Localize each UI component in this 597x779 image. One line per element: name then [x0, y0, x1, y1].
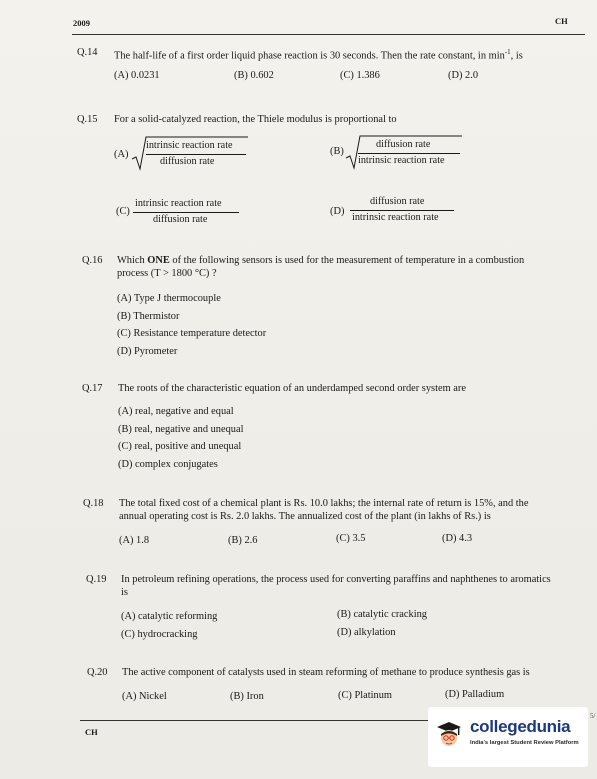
option-a[interactable]: (A) 0.0231	[114, 70, 160, 81]
question-text: In petroleum refining operations, the process used for converting paraffins and naphthenes to aromatics	[121, 574, 551, 585]
option-a[interactable]: (A) Nickel	[122, 691, 167, 702]
question-text: The half-life of a first order liquid phase reaction is 30 seconds. Then the rate constant, in $\min^{-1}$, is	[114, 48, 523, 62]
question-number: Q.19	[86, 574, 107, 585]
option-b[interactable]: (B) real, negative and unequal	[118, 424, 244, 435]
brand-tagline: India's largest Student Review Platform	[470, 740, 579, 746]
brand-name: collegedunia	[470, 717, 571, 736]
option-c[interactable]: (C) hydrocracking	[121, 629, 198, 640]
question-number: Q.17	[82, 383, 103, 394]
option-label: (D)	[330, 206, 345, 217]
header-rule	[72, 34, 585, 35]
page-edge-number: 5/	[590, 712, 596, 720]
question-number: Q.14	[77, 47, 98, 58]
option-c[interactable]: (C) Resistance temperature detector	[117, 328, 267, 339]
option-d[interactable]: (D) alkylation	[337, 627, 396, 638]
option-c[interactable]: (C) real, positive and unequal	[118, 441, 242, 452]
option-d[interactable]: (D) Palladium	[445, 689, 505, 700]
option-d[interactable]: (D) Pyrometer	[117, 346, 178, 357]
option-d[interactable]: (D) complex conjugates	[118, 459, 218, 470]
question-text-line-2: process (T > 1800 °C) ?	[117, 268, 217, 279]
option-b[interactable]: (B) 2.6	[228, 535, 258, 546]
option-c[interactable]: (C) Platinum	[338, 690, 392, 701]
denominator: diffusion rate	[153, 214, 208, 225]
numerator: intrinsic reaction rate	[135, 198, 222, 209]
option-c[interactable]: (C) 3.5	[336, 533, 366, 544]
header-paper-code: CH	[555, 16, 568, 26]
option-c[interactable]: (C) 1.386	[340, 70, 380, 81]
question-text-line-2: annual operating cost is Rs. 2.0 lakhs. The annualized cost of the plant (in lakhs of Rs.) is	[119, 511, 491, 522]
option-a[interactable]: (A) 1.8	[119, 535, 150, 546]
option-a[interactable]: (A) real, negative and equal	[118, 406, 234, 417]
option-a[interactable]: (A) catalytic reforming	[121, 611, 218, 622]
question-text: The roots of the characteristic equation of an underdamped second order system are	[118, 383, 466, 394]
fraction-bar	[350, 210, 454, 211]
denominator: diffusion rate	[160, 156, 215, 167]
numerator: intrinsic reaction rate	[146, 140, 233, 151]
question-number: Q.20	[87, 667, 108, 678]
question-text: Which ONE of the following sensors is used for the measurement of temperature in a combustion	[117, 255, 525, 266]
graduate-face-icon	[434, 719, 464, 749]
fraction	[358, 139, 460, 171]
question-text: For a solid-catalyzed reaction, the Thiele modulus is proportional to	[114, 114, 397, 125]
question-text: The total fixed cost of a chemical plant is Rs. 10.0 lakhs; the internal rate of return is 15%, and the	[119, 498, 529, 509]
option-b[interactable]: (B) Thermistor	[117, 311, 180, 322]
collegedunia-watermark	[428, 707, 588, 767]
numerator: diffusion rate	[376, 139, 431, 150]
denominator: intrinsic reaction rate	[358, 155, 445, 166]
header-year: 2009	[73, 18, 90, 28]
denominator: intrinsic reaction rate	[352, 212, 439, 223]
option-b[interactable]: (B) catalytic cracking	[337, 609, 428, 620]
option-b[interactable]: (B) 0.602	[234, 70, 274, 81]
fraction	[146, 140, 246, 172]
fraction	[350, 196, 454, 228]
option-label: (A)	[114, 149, 129, 160]
option-d[interactable]: (D) 4.3	[442, 533, 473, 544]
fraction-bar	[133, 212, 239, 213]
question-number: Q.18	[83, 498, 104, 509]
fraction	[133, 198, 239, 230]
option-a[interactable]: (A) Type J thermocouple	[117, 293, 221, 304]
fraction-bar	[358, 153, 460, 154]
numerator: diffusion rate	[370, 196, 425, 207]
question-text-line-2: is	[121, 587, 128, 598]
question-number: Q.16	[82, 255, 103, 266]
question-text: The active component of catalysts used in steam reforming of methane to produce synthesis gas is	[122, 667, 530, 678]
option-label: (B)	[330, 146, 344, 157]
option-label: (C)	[116, 206, 130, 217]
question-number: Q.15	[77, 114, 98, 125]
option-d[interactable]: (D) 2.0	[448, 70, 479, 81]
option-b[interactable]: (B) Iron	[230, 691, 264, 702]
fraction-bar	[146, 154, 246, 155]
footer-paper-code: CH	[85, 727, 98, 737]
